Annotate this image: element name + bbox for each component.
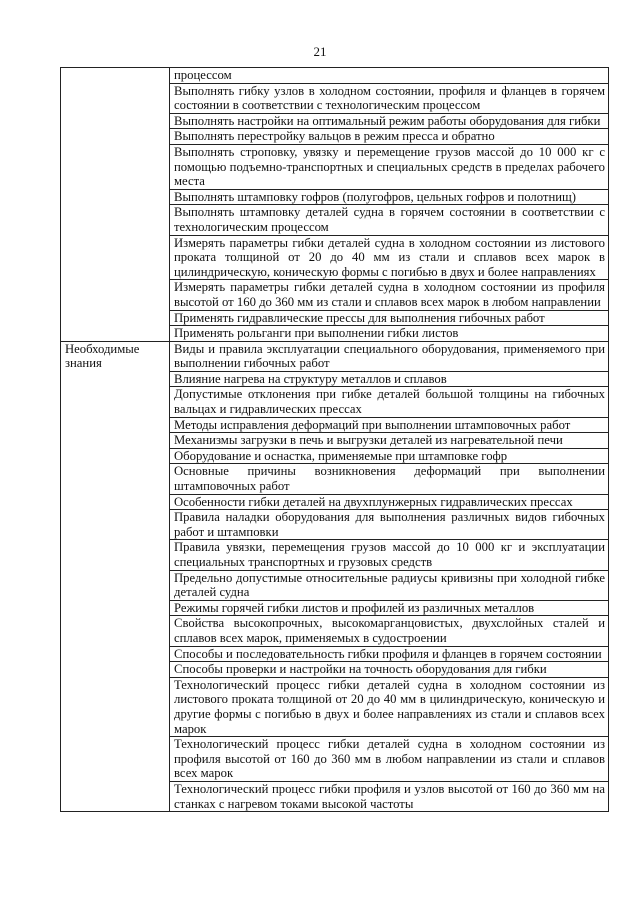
knowledge-item: Свойства высокопрочных, высокомарганцовистых, двухслойных сталей и сплавов всех марок, применяемых в судостроении [170,616,609,646]
knowledge-item: Предельно допустимые относительные радиусы кривизны при холодной гибке деталей судна [170,570,609,600]
skills-category-cell [61,68,170,342]
skill-item: Выполнять гибку узлов в холодном состоянии, профиля и фланцев в горячем состоянии в соответствии с технологическим процессом [170,83,609,113]
knowledge-item: Особенности гибки деталей на двухплунжерных гидравлических прессах [170,494,609,510]
knowledge-item: Методы исправления деформаций при выполнении штамповочных работ [170,417,609,433]
skill-item: процессом [170,68,609,84]
skill-item: Выполнять штамповку деталей судна в горячем состоянии в соответствии с технологическим процессом [170,205,609,235]
skill-item: Применять рольганги при выполнении гибки листов [170,326,609,342]
table-row [61,68,609,84]
knowledge-item: Механизмы загрузки в печь и выгрузки деталей из нагревательной печи [170,433,609,449]
page-number: 21 [313,44,327,59]
knowledge-item: Технологический процесс гибки профиля и узлов высотой от 160 до 360 мм на станках с нагревом токами высокой частоты [170,781,609,811]
knowledge-item: Технологический процесс гибки деталей судна в холодном состоянии из листового проката толщиной от 20 до 40 мм в цилиндрическую, коническую и другие формы с погибью в двух и более направлениях из стали и сплавов всех марок [170,677,609,736]
skill-item: Измерять параметры гибки деталей судна в холодном состоянии из листового проката толщиной от 20 до 40 мм из стали и сплавов всех марок в цилиндрическую, коническую формы с погибью в двух и более направлениях [170,235,609,280]
skill-item: Выполнять перестройку вальцов в режим пресса и обратно [170,129,609,145]
knowledge-item: Режимы горячей гибки листов и профилей из различных металлов [170,600,609,616]
knowledge-item: Способы проверки и настройки на точность оборудования для гибки [170,662,609,678]
knowledge-item: Оборудование и оснастка, применяемые при штамповке гофр [170,448,609,464]
knowledge-item: Способы и последовательность гибки профиля и фланцев в горячем состоянии [170,646,609,662]
skill-item: Применять гидравлические прессы для выполнения гибочных работ [170,310,609,326]
knowledge-category-label: Необходимые знания [61,341,170,811]
table-row [61,341,609,371]
knowledge-item: Влияние нагрева на структуру металлов и сплавов [170,371,609,387]
knowledge-item: Технологический процесс гибки деталей судна в холодном состоянии из профиля высотой от 160 до 360 мм в любом направлении из стали и сплавов всех марок [170,737,609,782]
skill-item: Выполнять настройки на оптимальный режим работы оборудования для гибки [170,113,609,129]
skill-item: Выполнять штамповку гофров (полугофров, цельных гофров и полотнищ) [170,189,609,205]
knowledge-item: Допустимые отклонения при гибке деталей большой толщины на гибочных вальцах и гидравлических прессах [170,387,609,417]
knowledge-item: Виды и правила эксплуатации специального оборудования, применяемого при выполнении гибочных работ [170,341,609,371]
skill-item: Измерять параметры гибки деталей судна в холодном состоянии из профиля высотой от 160 до 360 мм из стали и сплавов всех марок в любом направлении [170,280,609,310]
skill-item: Выполнять строповку, увязку и перемещение грузов массой до 10 000 кг с помощью подъемно-транспортных и специальных средств в пределах рабочего места [170,144,609,189]
knowledge-item: Основные причины возникновения деформаций при выполнении штамповочных работ [170,464,609,494]
knowledge-item: Правила увязки, перемещения грузов массой до 10 000 кг и эксплуатации специальных транспортных и грузовых средств [170,540,609,570]
requirements-table [60,67,609,812]
knowledge-item: Правила наладки оборудования для выполнения различных видов гибочных работ и штамповки [170,510,609,540]
